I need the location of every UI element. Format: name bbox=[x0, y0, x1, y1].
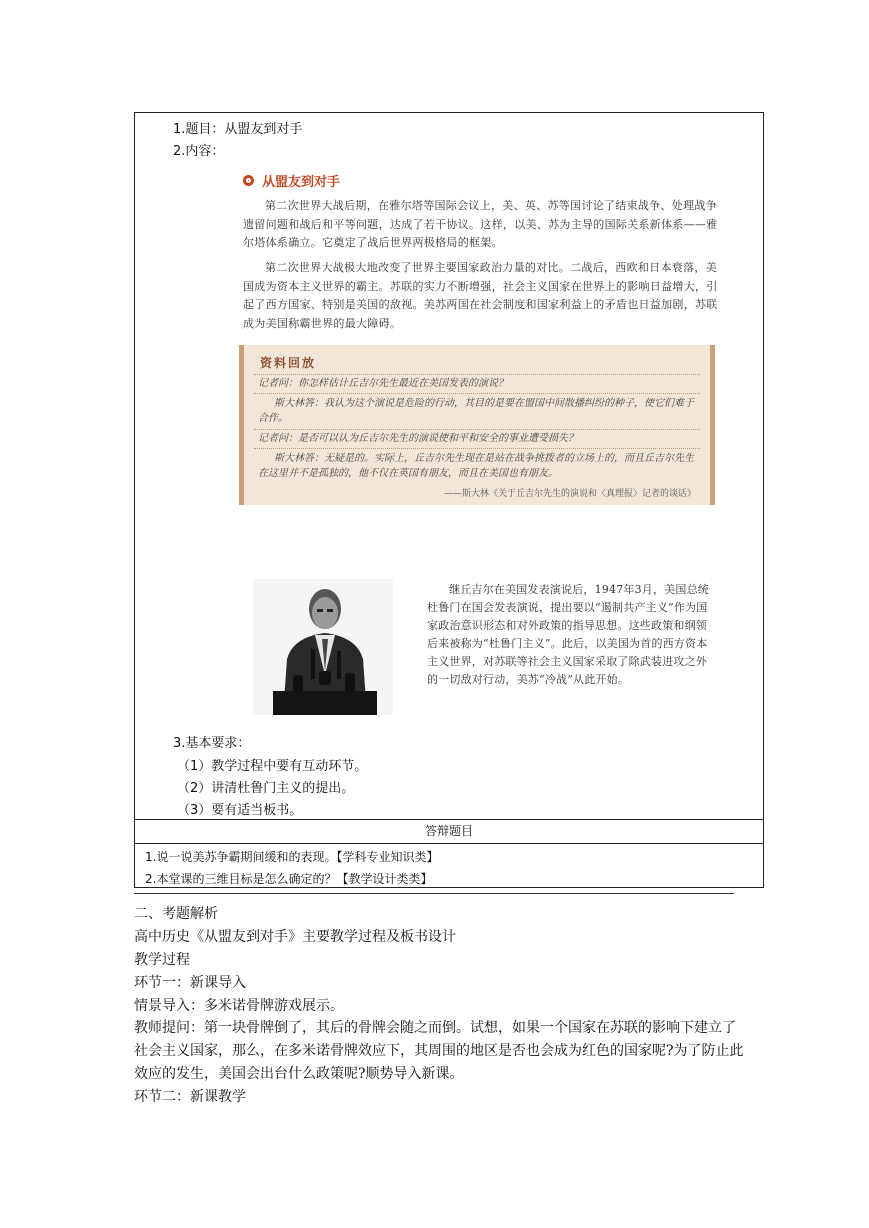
photo-caption: 继丘吉尔在美国发表演说后，1947年3月，美国总统杜鲁门在国会发表演说，提出要以“遏制共产主义”作为国家政治意识形态和对外政策的指导思想。这些政策和纲领后来被称为“杜鲁门主义”。此后，以美国为首的西方资本主义世界，对苏联等社会主义国家采取了除武装进攻之外的一切敌对行动，美苏“冷战”从此开始。 bbox=[427, 583, 709, 686]
topic-line: 1.题目：从盟友到对手 bbox=[173, 122, 303, 137]
analysis-subtitle: 高中历史《从盟友到对手》主要教学过程及板书设计 bbox=[134, 929, 456, 945]
scene-intro-text: 情景导入：多米诺骨牌游戏展示。 bbox=[134, 998, 344, 1014]
defense-question-2: 2.本堂课的三维目标是怎么确定的？【教学设计类类】 bbox=[145, 872, 433, 886]
textbook-section-title bbox=[243, 171, 340, 190]
speaker-at-microphones-photo bbox=[253, 579, 393, 715]
requirement-item-1: （1）教学过程中要有互动环节。 bbox=[177, 759, 368, 774]
section-heading-analysis: 二、考题解析 bbox=[134, 906, 218, 922]
divider bbox=[254, 374, 700, 375]
step-one-heading: 环节一：新课导入 bbox=[134, 975, 246, 991]
step-two-heading: 环节二：新课教学 bbox=[134, 1089, 246, 1105]
teacher-question-paragraph: 教师提问：第一块骨牌倒了，其后的骨牌会随之而倒。试想，如果一个国家在苏联的影响下建立了社会主义国家，那么，在多米诺骨牌效应下，其周围的地区是否也会成为红色的国家呢?为了防止此效应的发生，美国会出台什么政策呢?顺势导入新课。 bbox=[134, 1020, 744, 1082]
defense-questions-heading: 答辩题目 bbox=[424, 824, 473, 838]
textbook-paragraph-1: 第二次世界大战后期，在雅尔塔等国际会议上，美、英、苏等国讨论了结束战争、处理战争遗留问题和战后和平等问题，达成了若干协议。这样，以美、苏为主导的国际关系新体系——雅尔塔体系确立。它奠定了战后世界两极格局的框架。 bbox=[243, 199, 718, 249]
source-box-title: 资料回放 bbox=[260, 356, 317, 370]
requirements-label: 3.基本要求： bbox=[173, 736, 251, 751]
requirement-item-2: （2）讲清杜鲁门主义的提出。 bbox=[177, 781, 355, 796]
content-label: 2.内容： bbox=[173, 144, 225, 159]
source-line-1: 记者问：你怎样估计丘吉尔先生最近在美国发表的演说？ bbox=[258, 378, 508, 389]
textbook-paragraph-2: 第二次世界大战极大地改变了世界主要国家政治力量的对比。二战后，西欧和日本衰落，美国成为资本主义世界的霸主。苏联的实力不断增强，社会主义国家在世界上的影响日益增大，引起了西方国家、特别是美国的敌视。美苏两国在社会制度和国家利益上的矛盾也日益加剧，苏联成为美国称霸世界的最大障碍。 bbox=[243, 261, 718, 330]
source-line-3: 记者问：是否可以认为丘吉尔先生的演说使和平和安全的事业遭受损失？ bbox=[258, 433, 578, 444]
source-line-4: 斯大林答：无疑是的。实际上，丘吉尔先生现在是站在战争挑拨者的立场上的，而且丘吉尔先生在这里并不是孤独的，他不仅在英国有朋友，而且在美国也有朋友。 bbox=[258, 453, 694, 479]
source-material-box bbox=[239, 345, 715, 505]
source-line-2: 斯大林答：我认为这个演说是危险的行动，其目的是要在盟国中间散播纠纷的种子，使它们难于合作。 bbox=[258, 398, 694, 424]
section-title-text: 从盟友到对手 bbox=[262, 175, 341, 190]
divider bbox=[254, 429, 700, 430]
source-citation: ——斯大林《关于丘吉尔先生的演说和〈真理报〉记者的谈话》 bbox=[443, 489, 696, 499]
divider bbox=[254, 393, 700, 394]
requirement-item-3: （3）要有适当板书。 bbox=[177, 803, 303, 818]
ring-bullet-icon bbox=[243, 175, 254, 186]
table-row-divider bbox=[135, 843, 763, 844]
table-row-divider bbox=[135, 819, 763, 820]
teaching-process-heading: 教学过程 bbox=[134, 952, 190, 968]
divider bbox=[254, 448, 700, 449]
defense-question-1: 1.说一说美苏争霸期间缓和的表现。【学科专业知识类】 bbox=[145, 850, 439, 864]
truman-photo-illustration bbox=[253, 579, 393, 715]
exam-question-table bbox=[134, 112, 764, 888]
page-divider bbox=[134, 893, 734, 894]
